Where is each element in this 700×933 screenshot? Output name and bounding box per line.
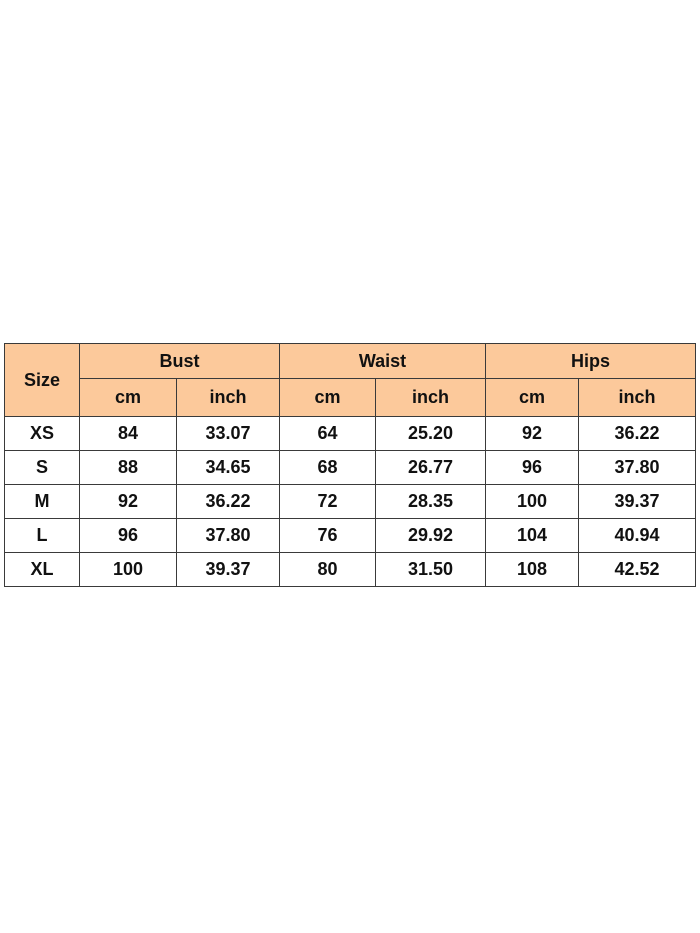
hips-inch-cell: 37.80 [579,451,696,485]
size-chart-table [4,343,696,587]
bust-cm-header: cm [80,379,177,417]
size-cell: M [5,485,80,519]
hips-inch-cell: 42.52 [579,553,696,587]
bust-cm-cell: 96 [80,519,177,553]
bust-inch-cell: 34.65 [177,451,280,485]
bust-inch-cell: 39.37 [177,553,280,587]
hips-inch-header: inch [579,379,696,417]
size-cell: XS [5,417,80,451]
table-row [5,553,696,587]
hips-cm-header: cm [486,379,579,417]
hips-cm-cell: 96 [486,451,579,485]
waist-inch-cell: 31.50 [376,553,486,587]
table-row [5,417,696,451]
bust-inch-header: inch [177,379,280,417]
table-row [5,519,696,553]
bust-cm-cell: 92 [80,485,177,519]
waist-cm-cell: 76 [280,519,376,553]
hips-cm-cell: 104 [486,519,579,553]
bust-cm-cell: 88 [80,451,177,485]
hips-cm-cell: 100 [486,485,579,519]
waist-inch-cell: 28.35 [376,485,486,519]
hips-cm-cell: 108 [486,553,579,587]
unit-header-row [5,379,696,417]
bust-inch-cell: 33.07 [177,417,280,451]
bust-inch-cell: 37.80 [177,519,280,553]
waist-cm-cell: 72 [280,485,376,519]
group-header-row [5,344,696,379]
waist-cm-cell: 64 [280,417,376,451]
table-row [5,451,696,485]
size-cell: L [5,519,80,553]
waist-cm-cell: 68 [280,451,376,485]
size-cell: S [5,451,80,485]
waist-inch-header: inch [376,379,486,417]
waist-group-header: Waist [280,344,486,379]
bust-group-header: Bust [80,344,280,379]
waist-cm-header: cm [280,379,376,417]
waist-inch-cell: 29.92 [376,519,486,553]
hips-inch-cell: 39.37 [579,485,696,519]
hips-cm-cell: 92 [486,417,579,451]
bust-cm-cell: 84 [80,417,177,451]
hips-inch-cell: 40.94 [579,519,696,553]
waist-inch-cell: 26.77 [376,451,486,485]
hips-inch-cell: 36.22 [579,417,696,451]
size-column-header: Size [5,344,80,417]
size-cell: XL [5,553,80,587]
table-row [5,485,696,519]
hips-group-header: Hips [486,344,696,379]
bust-cm-cell: 100 [80,553,177,587]
waist-inch-cell: 25.20 [376,417,486,451]
bust-inch-cell: 36.22 [177,485,280,519]
waist-cm-cell: 80 [280,553,376,587]
